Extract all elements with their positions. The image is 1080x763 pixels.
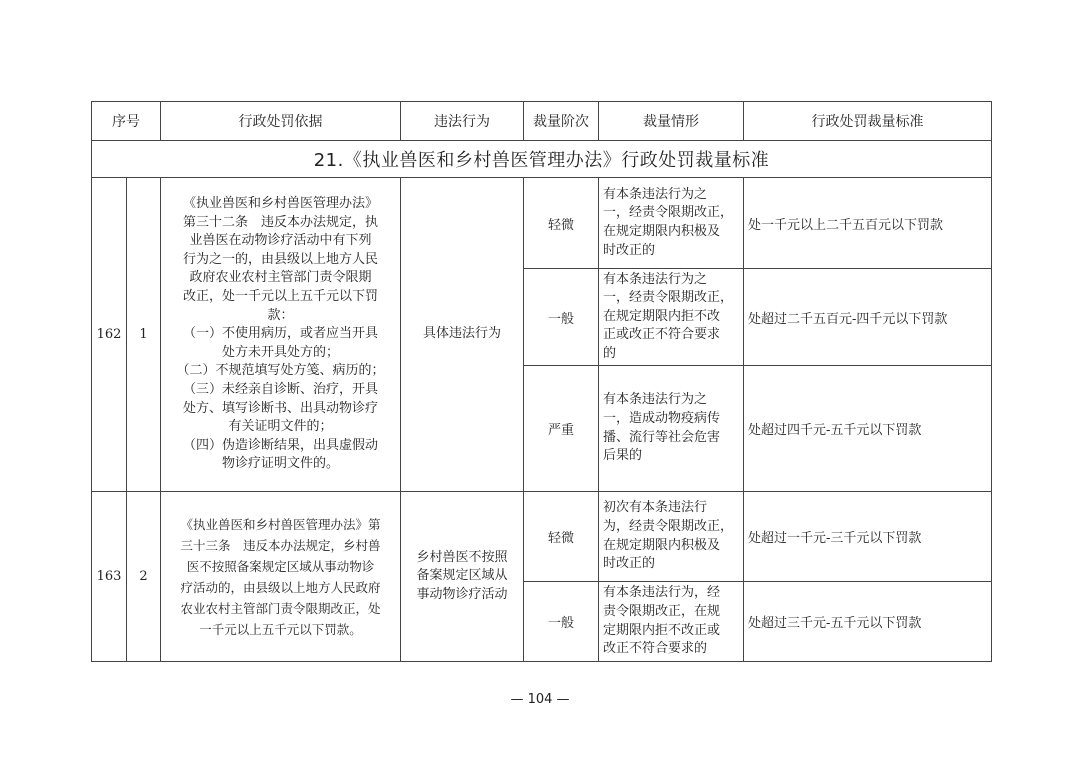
standard-cell: 处超过一千元-三千元以下罚款 [744, 492, 992, 582]
level-cell: 一般 [524, 269, 599, 366]
header-violation: 违法行为 [401, 102, 524, 141]
header-level: 裁量阶次 [524, 102, 599, 141]
table-row [92, 492, 992, 582]
row-number: 162 [92, 178, 127, 492]
row-number: 163 [92, 492, 127, 662]
row-sub-number: 2 [127, 492, 161, 662]
header-row [92, 102, 992, 141]
standard-cell: 处一千元以上二千五百元以下罚款 [744, 178, 992, 269]
standard-cell: 处超过四千元-五千元以下罚款 [744, 366, 992, 492]
situation-cell: 有本条违法行为，经 责令限期改正，在规 定期限内拒不改正或 改正不符合要求的 [599, 582, 744, 662]
header-situation: 裁量情形 [599, 102, 744, 141]
penalty-table [91, 101, 992, 662]
header-standard: 行政处罚裁量标准 [744, 102, 992, 141]
situation-cell: 有本条违法行为之 一，经责令限期改正， 在规定期限内拒不改 正或改正不符合要求 的 [599, 269, 744, 366]
penalty-basis: 《执业兽医和乡村兽医管理办法》 第三十二条 违反本办法规定，执 业兽医在动物诊疗活动中有下列 行为之一的，由县级以上地方人民 政府农业农村主管部门责令限期 改正，处一千元以上五千元以下罚 款： （一）不使用病历，或者应当开具 处方未开具处方的； （二）不规范填写处方笺、病历的； （三）未经亲自诊断、治疗，开具 处方、填写诊断书、出具动物诊疗 有关证明文件的； （四）伪造诊断结果，出具虚假动 物诊疗证明文件的。 [161, 178, 401, 492]
level-cell: 轻微 [524, 492, 599, 582]
section-row [92, 141, 992, 178]
table-row [92, 178, 992, 269]
situation-cell: 有本条违法行为之 一，造成动物疫病传 播、流行等社会危害 后果的 [599, 366, 744, 492]
level-cell: 严重 [524, 366, 599, 492]
violation-cell: 乡村兽医不按照 备案规定区域从 事动物诊疗活动 [401, 492, 524, 662]
header-basis: 行政处罚依据 [161, 102, 401, 141]
header-seq: 序号 [92, 102, 161, 141]
section-title: 21.《执业兽医和乡村兽医管理办法》行政处罚裁量标准 [92, 141, 992, 178]
penalty-basis: 《执业兽医和乡村兽医管理办法》第 三十三条 违反本办法规定，乡村兽 医不按照备案规定区域从事动物诊 疗活动的，由县级以上地方人民政府 农业农村主管部门责令限期改正，处 一千元以上五千元以下罚款。 [161, 492, 401, 662]
violation-cell: 具体违法行为 [401, 178, 524, 492]
situation-cell: 初次有本条违法行 为，经责令限期改正， 在规定期限内积极及 时改正的 [599, 492, 744, 582]
situation-cell: 有本条违法行为之 一，经责令限期改正， 在规定期限内积极及 时改正的 [599, 178, 744, 269]
level-cell: 轻微 [524, 178, 599, 269]
level-cell: 一般 [524, 582, 599, 662]
standard-cell: 处超过二千五百元-四千元以下罚款 [744, 269, 992, 366]
row-sub-number: 1 [127, 178, 161, 492]
page-number: — 104 — [510, 692, 570, 707]
standard-cell: 处超过三千元-五千元以下罚款 [744, 582, 992, 662]
